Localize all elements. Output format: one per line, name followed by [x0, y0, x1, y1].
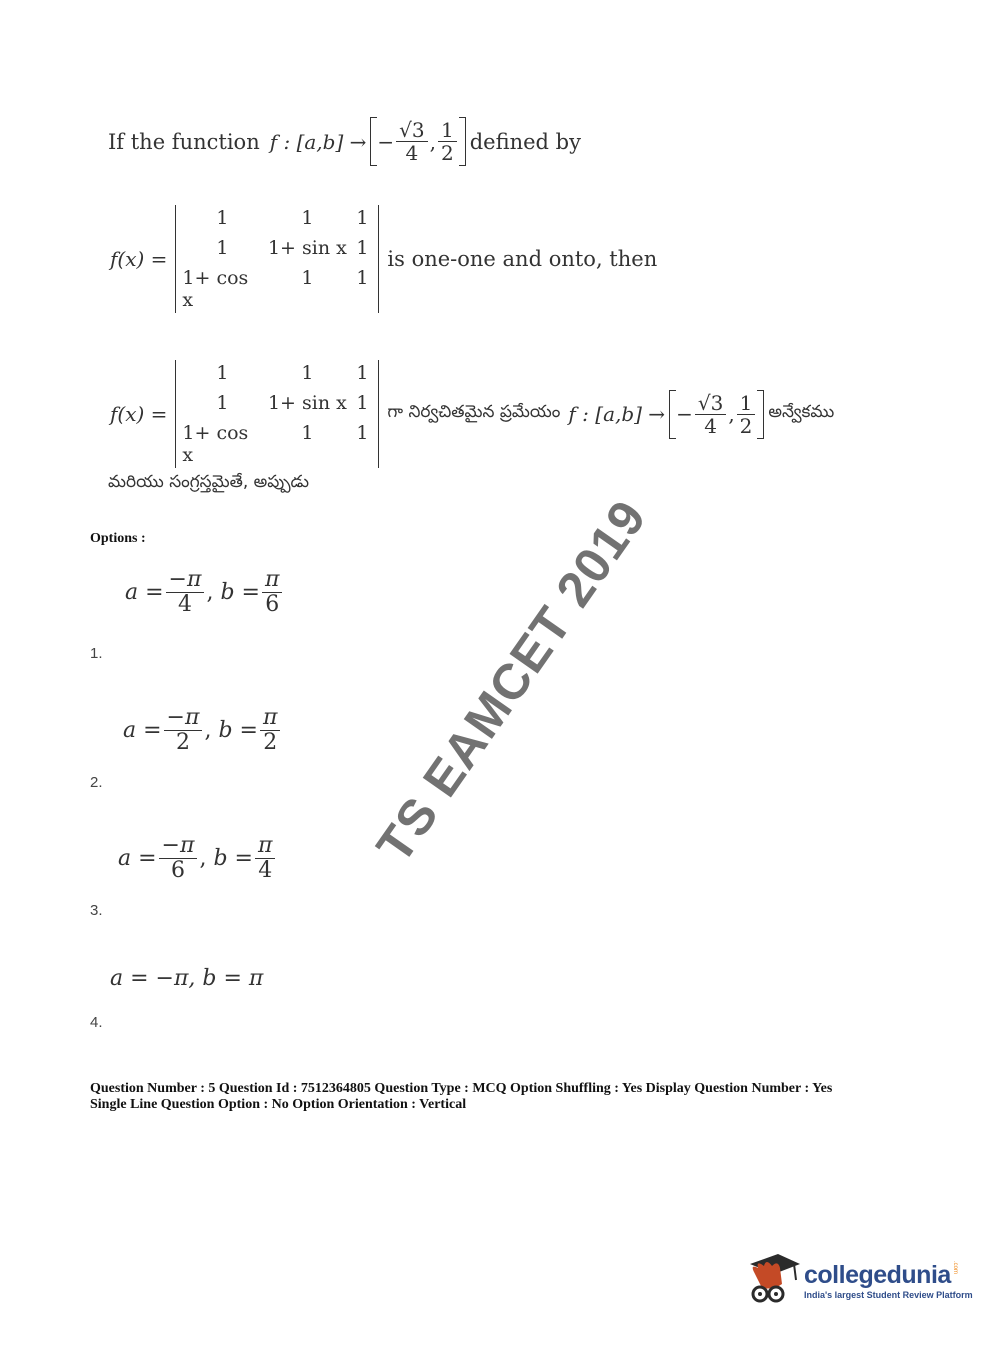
logo-name: collegedunia [804, 1260, 951, 1289]
telugu-determinant-row [110, 360, 834, 468]
interval-left-fraction: $\frac{√3}{4}$ [396, 119, 427, 164]
function-notation-telugu: f : [a,b] → [568, 402, 666, 426]
function-notation: f : [a,b] → [269, 129, 367, 154]
det-cell: 1 [356, 207, 369, 229]
meta-line-1: Question Number : 5 Question Id : 7512364805 Question Type : MCQ Option Shuffling : Yes Display Question Number : Yes [90, 1081, 833, 1096]
interval-right-fraction: $\frac{1}{2}$ [737, 392, 756, 437]
watermark: TS EAMCET 2019 [365, 489, 658, 873]
question-intro-text: If the function [108, 129, 260, 154]
telugu-text-line2: మరియు సంగ్రస్తమైతే, అప్పుడు [108, 472, 309, 492]
telugu-text-1: గా నిర్వచితమైన ప్రమేయం [387, 402, 561, 422]
det-cell: 1 [356, 392, 369, 414]
english-determinant-row [110, 205, 657, 313]
logo-tagline: India's largest Student Review Platform [804, 1289, 973, 1300]
option-2-number: 2. [90, 774, 103, 791]
codomain-interval-telugu: − $\frac{√3}{4}$ , $\frac{1}{2}$ [669, 390, 764, 439]
det-cell: 1 [301, 362, 314, 384]
determinant [175, 205, 379, 313]
option-2-math[interactable]: a = $\frac{-\pi}{2}$ , b = $\frac{\pi}{2}$ [123, 706, 282, 755]
option-1-number: 1. [90, 645, 103, 662]
det-cell: 1 [356, 422, 369, 444]
option-4-number: 4. [90, 1014, 103, 1031]
option-3-math[interactable]: a = $\frac{-\pi}{6}$ , b = $\frac{\pi}{4}$ [118, 834, 277, 883]
det-cell: 1+ sin x [267, 237, 347, 259]
det-cell: 1 [301, 422, 314, 444]
determinant-telugu [175, 360, 379, 468]
det-cell: 1+ cos x [182, 267, 249, 311]
logo-com: .com [951, 1260, 958, 1274]
option-3-number: 3. [90, 902, 103, 919]
option-4-math[interactable]: a = −π, b = π [110, 966, 264, 991]
det-cell: 1 [216, 237, 229, 259]
codomain-interval: − $\frac{√3}{4}$ , $\frac{1}{2}$ [370, 117, 465, 166]
question-condition-text: is one-one and onto, then [387, 247, 658, 271]
fx-lhs-telugu: f(x) = [110, 402, 168, 426]
fx-lhs: f(x) = [110, 247, 168, 271]
det-cell: 1+ cos x [182, 422, 249, 466]
mascot-icon [742, 1250, 802, 1310]
det-cell: 1 [356, 362, 369, 384]
telugu-text-2: అన్వేకము [768, 402, 835, 422]
det-cell: 1 [301, 267, 314, 289]
det-cell: 1+ sin x [267, 392, 347, 414]
collegedunia-logo[interactable] [742, 1250, 973, 1310]
interval-sign: − [676, 402, 693, 426]
question-intro-line [108, 117, 581, 166]
interval-right-fraction: $\frac{1}{2}$ [438, 119, 457, 164]
option-1-math[interactable]: a = $\frac{-\pi}{4}$ , b = $\frac{\pi}{6}$ [125, 568, 284, 617]
det-cell: 1 [216, 362, 229, 384]
question-meta [90, 1081, 832, 1113]
det-cell: 1 [301, 207, 314, 229]
det-cell: 1 [216, 392, 229, 414]
interval-sign: − [377, 129, 395, 154]
options-label: Options : [90, 531, 146, 546]
det-cell: 1 [356, 267, 369, 289]
det-cell: 1 [216, 207, 229, 229]
question-defined-text: defined by [469, 129, 581, 154]
interval-left-fraction: $\frac{√3}{4}$ [695, 392, 726, 437]
det-cell: 1 [356, 237, 369, 259]
meta-line-2: Single Line Question Option : No Option Orientation : Vertical [90, 1097, 467, 1112]
